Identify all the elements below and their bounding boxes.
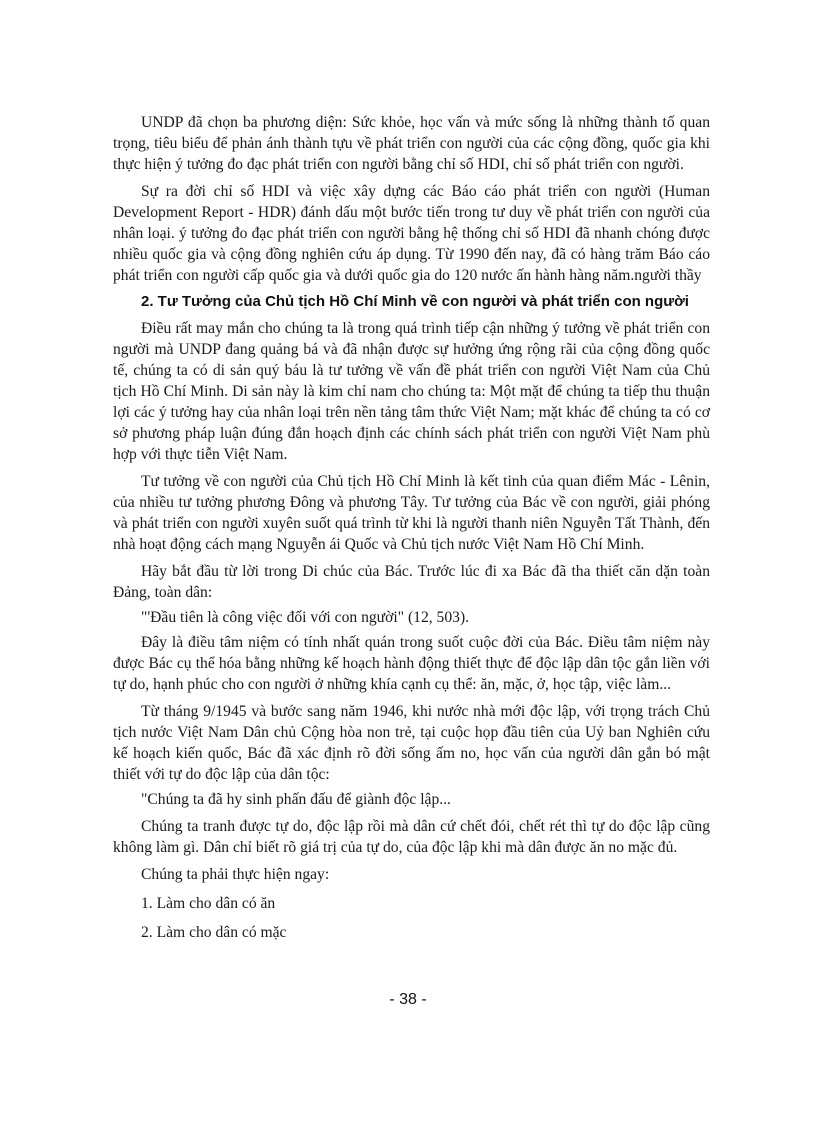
paragraph-consistent-aspiration: Đây là điều tâm niệm có tính nhất quán trong suốt cuộc đời của Bác. Điều tâm niệm này được Bác cụ thể hóa bằng những kế hoạch hành động thiết thực để độc lập dân tộc gắn liền với tự do, hạnh phúc cho con người ở những khía cạnh cụ thể: ăn, mặc, ở, học tập, việc làm... bbox=[113, 634, 710, 693]
quote-testament: "'Đầu tiên là công việc đối với con người" (12, 503). bbox=[141, 609, 470, 626]
paragraph-freedom-value: Chúng ta tranh được tự do, độc lập rồi mà dân cứ chết đói, chết rét thì tự do độc lập cũng không làm gì. Dân chỉ biết rõ giá trị của tự do, của độc lập khi mà dân được ăn no mặc đủ. bbox=[113, 818, 710, 856]
paragraph-ideology-origin: Tư tưởng về con người của Chủ tịch Hồ Chí Minh là kết tinh của quan điểm Mác - Lênin, của nhiều tư tưởng phương Đông và phương Tây. Tư tưởng của Bác về con người, giải phóng và phát triển con người xuyên suốt quá trình từ khi là người thanh niên Nguyễn Tất Thành, đến nhà hoạt động cách mạng Nguyễn ái Quốc và Chủ tịch nước Việt Nam Hồ Chí Minh. bbox=[113, 473, 710, 553]
paragraph-testament-intro: Hãy bắt đầu từ lời trong Di chúc của Bác. Trước lúc đi xa Bác đã tha thiết căn dặn toàn Đảng, toàn dân: bbox=[113, 563, 710, 601]
paragraph-hdr-history: Sự ra đời chỉ số HDI và việc xây dựng các Báo cáo phát triển con người (Human Development Report - HDR) đánh dấu một bước tiến trong tư duy về phát triển con người của nhân loại. ý tưởng đo đạc phát triển con người bằng hệ thống chỉ số HDI đã nhanh chóng được nhiều quốc gia và cộng đồng nghiên cứu áp dụng. Từ 1990 đến nay, đã có hàng trăm Báo cáo phát triển con người cấp quốc gia và dưới quốc gia do 120 nước ấn hành hàng năm.người thầy bbox=[113, 183, 710, 284]
paragraph-hdi-dimensions: UNDP đã chọn ba phương diện: Sức khỏe, học vấn và mức sống là những thành tố quan trọng, tiêu biểu để phản ánh thành tựu về phát triển con người của các cộng đồng, quốc gia khi thực hiện ý tưởng đo đạc phát triển con người bằng chỉ số HDI, chỉ số phát triển con người. bbox=[113, 114, 710, 173]
paragraph-legacy: Điều rất may mắn cho chúng ta là trong quá trình tiếp cận những ý tưởng về phát triển con người mà UNDP đang quảng bá và đã nhận được sự hưởng ứng rộng rãi của cộng đồng quốc tế, chúng ta có di sản quý báu là tư tưởng về vấn đề phát triển con người Việt Nam của Chủ tịch Hồ Chí Minh. Di sản này là kim chỉ nam cho chúng ta: Một mặt để chúng ta tiếp thu thuận lợi các ý tưởng hay của nhân loại trên nền tảng tâm thức Việt Nam; mặt khác để chúng ta có cơ sở phương pháp luận đúng đắn hoạch định các chính sách phát triển con người Việt Nam phù hợp với thực tiễn Việt Nam. bbox=[113, 320, 710, 463]
list-item-food: 1. Làm cho dân có ăn bbox=[141, 895, 276, 912]
paragraph-must-do: Chúng ta phải thực hiện ngay: bbox=[141, 866, 330, 883]
list-item-clothing: 2. Làm cho dân có mặc bbox=[141, 924, 287, 941]
paragraph-1945-context: Từ tháng 9/1945 và bước sang năm 1946, khi nước nhà mới độc lập, với trọng trách Chủ tịch nước Việt Nam Dân chủ Cộng hòa non trẻ, tại cuộc họp đầu tiên của Uỷ ban Nghiên cứu kế hoạch kiến quốc, Bác đã xác định rõ đời sống ấm no, học vấn của người dân gắn bó mật thiết với tự do độc lập của dân tộc: bbox=[113, 703, 710, 783]
quote-sacrifice: "Chúng ta đã hy sinh phấn đấu để giành độc lập... bbox=[141, 791, 451, 808]
section-heading: 2. Tư Tưởng của Chủ tịch Hồ Chí Minh về con người và phát triển con người bbox=[141, 293, 689, 310]
page-number: - 38 - bbox=[389, 991, 427, 1008]
